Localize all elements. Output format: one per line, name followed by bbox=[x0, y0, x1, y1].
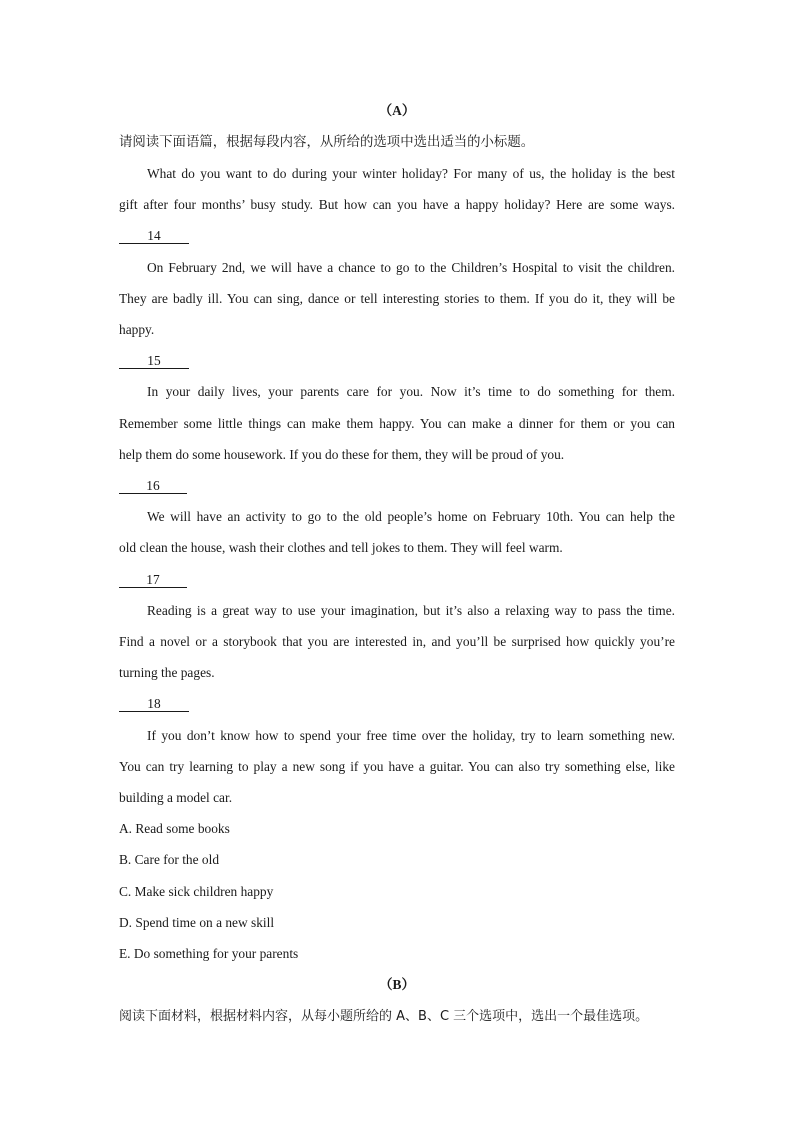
section-a-instruction: 请阅读下面语篇，根据每段内容，从所给的选项中选出适当的小标题。 bbox=[119, 135, 535, 150]
paragraph-18-line-1: If you don’t know how to spend your free time over the holiday, try to learn something new. bbox=[147, 728, 675, 743]
option-a: A. Read some books bbox=[119, 821, 230, 836]
blank-number: 16 bbox=[119, 479, 187, 494]
blank-number: 15 bbox=[119, 354, 189, 369]
option-c: C. Make sick children happy bbox=[119, 884, 274, 899]
section-b-instruction: 阅读下面材料，根据材料内容，从每小题所给的 A、B、C 三个选项中，选出一个最佳选项。 bbox=[119, 1009, 649, 1024]
section-a-heading: （A） bbox=[378, 103, 416, 118]
paragraph-17-line-2: Find a novel or a storybook that you are interested in, and you’ll be surprised how quickly you’re bbox=[119, 634, 675, 649]
paragraph-17-line-3: turning the pages. bbox=[119, 665, 215, 680]
option-b: B. Care for the old bbox=[119, 852, 220, 867]
answer-blank-17[interactable] bbox=[119, 572, 187, 588]
answer-blank-16[interactable] bbox=[119, 478, 187, 494]
paragraph-16-line-1: We will have an activity to go to the old people’s home on February 10th. You can help the bbox=[147, 509, 675, 524]
answer-blank-14[interactable] bbox=[119, 228, 189, 244]
paragraph-18-line-3: building a model car. bbox=[119, 790, 233, 805]
paragraph-14-line-1: On February 2nd, we will have a chance to go to the Children’s Hospital to visit the children. bbox=[147, 260, 675, 275]
paragraph-17-line-1: Reading is a great way to use your imagination, but it’s also a relaxing way to pass the time. bbox=[147, 603, 675, 618]
paragraph-18-line-2: You can try learning to play a new song if you have a guitar. You can also try something else, like bbox=[119, 759, 675, 774]
blank-number: 18 bbox=[119, 697, 189, 712]
blank-number: 17 bbox=[119, 573, 187, 588]
option-e: E. Do something for your parents bbox=[119, 946, 299, 961]
option-d: D. Spend time on a new skill bbox=[119, 915, 275, 930]
paragraph-14-line-3: happy. bbox=[119, 322, 155, 337]
paragraph-15-line-3: help them do some housework. If you do these for them, they will be proud of you. bbox=[119, 447, 565, 462]
answer-blank-18[interactable] bbox=[119, 696, 189, 712]
section-b-heading: （B） bbox=[379, 977, 415, 992]
answer-blank-15[interactable] bbox=[119, 353, 189, 369]
paragraph-15-line-1: In your daily lives, your parents care for you. Now it’s time to do something for them. bbox=[147, 384, 675, 399]
intro-line-2: gift after four months’ busy study. But how can you have a happy holiday? Here are some ways. bbox=[119, 197, 675, 212]
paragraph-15-line-2: Remember some little things can make them happy. You can make a dinner for them or you can bbox=[119, 416, 675, 431]
intro-line-1: What do you want to do during your winter holiday? For many of us, the holiday is the best bbox=[147, 166, 675, 181]
paragraph-16-line-2: old clean the house, wash their clothes and tell jokes to them. They will feel warm. bbox=[119, 540, 563, 555]
blank-number: 14 bbox=[119, 229, 189, 244]
paragraph-14-line-2: They are badly ill. You can sing, dance or tell interesting stories to them. If you do it, they will be bbox=[119, 291, 675, 306]
